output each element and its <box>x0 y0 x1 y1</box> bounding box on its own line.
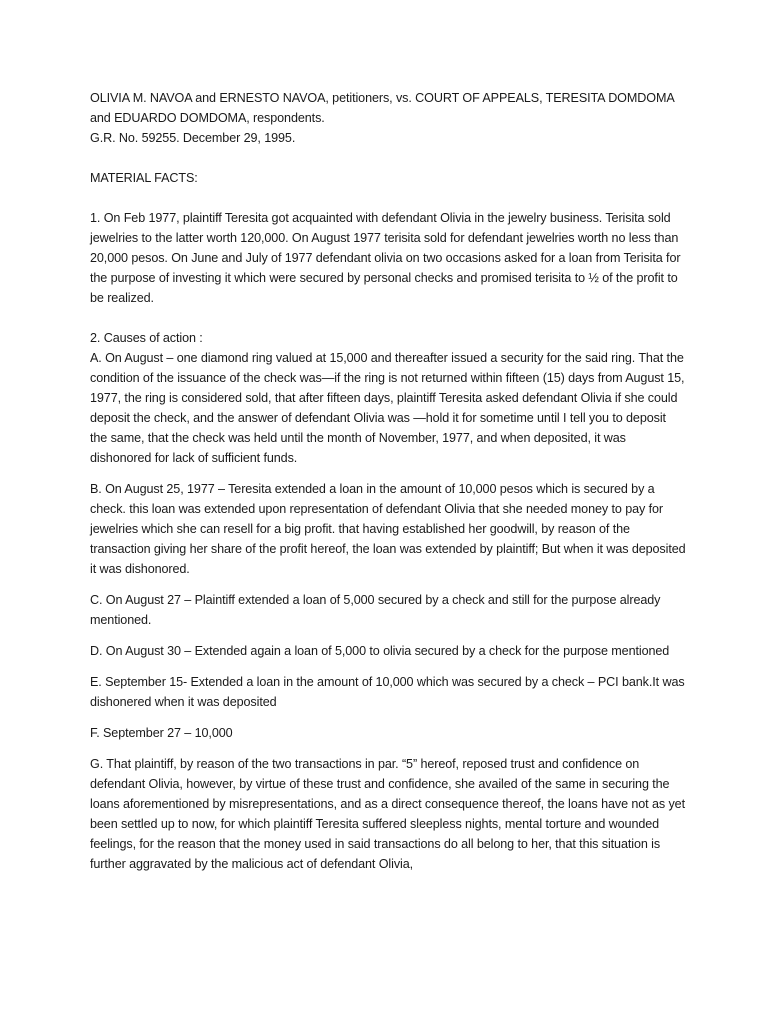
cause-c: C. On August 27 – Plaintiff extended a loan of 5,000 secured by a check and still for the purpose already mentioned. <box>90 593 661 627</box>
cause-a: A. On August – one diamond ring valued at 15,000 and thereafter issued a security for the said ring. That the condition of the issuance of the check was—if the ring is not returned within fifteen (15) days from August 15, 1977, the ring is considered sold, that after fifteen days, plaintiff Teresita asked defendant Olivia if she could deposit the check, and the answer of defendant Olivia was —hold it for sometime until I tell you to deposit the same, that the check was held until the month of November, 1977, and when deposited, it was dishonored for lack of sufficient funds. <box>90 351 685 465</box>
case-citation: G.R. No. 59255. December 29, 1995. <box>90 131 296 145</box>
paragraph-1: 1. On Feb 1977, plaintiff Teresita got acquainted with defendant Olivia in the jewelry business. Terisita sold jewelries to the latter worth 120,000. On August 1977 terisita sold for defendant jewelries worth no less than 20,000 pesos. On June and July of 1977 defendant olivia on two occasions asked for a loan from Terisita for the purpose of investing it which were secured by personal checks and promised terisita to ½ of the profit to be realized. <box>90 211 681 305</box>
cause-b: B. On August 25, 1977 – Teresita extended a loan in the amount of 10,000 pesos which is secured by a check. this loan was extended upon representation of defendant Olivia that she needed money to pay for jewelries which she can resell for a big profit. that having established her goodwill, by reason of the transaction giving her share of the profit hereof, the loan was extended by plaintiff; But when it was deposited it was dishonored. <box>90 482 686 576</box>
cause-e: E. September 15- Extended a loan in the amount of 10,000 which was secured by a check – PCI bank.It was dishonered when it was deposited <box>90 675 685 709</box>
material-facts-heading: MATERIAL FACTS: <box>90 171 198 185</box>
cause-g: G. That plaintiff, by reason of the two transactions in par. “5” hereof, reposed trust and confidence on defendant Olivia, however, by virtue of these trust and confidence, she availed of the same in securing the loans aforementioned by misrepresentations, and as a direct consequence thereof, the loans have not as yet been settled up to now, for which plaintiff Teresita suffered sleepless nights, mental torture and wounded feelings, for the reason that the money used in said transactions do all belong to her, that this situation is further aggravated by the malicious act of defendant Olivia, <box>90 757 685 871</box>
case-caption: OLIVIA M. NAVOA and ERNESTO NAVOA, petitioners, vs. COURT OF APPEALS, TERESITA DOMDOMA and EDUARDO DOMDOMA, respondents. <box>90 91 674 125</box>
cause-f: F. September 27 – 10,000 <box>90 726 233 740</box>
document-page <box>90 88 686 874</box>
cause-d: D. On August 30 – Extended again a loan of 5,000 to olivia secured by a check for the purpose mentioned <box>90 644 670 658</box>
causes-of-action-heading: 2. Causes of action : <box>90 331 203 345</box>
